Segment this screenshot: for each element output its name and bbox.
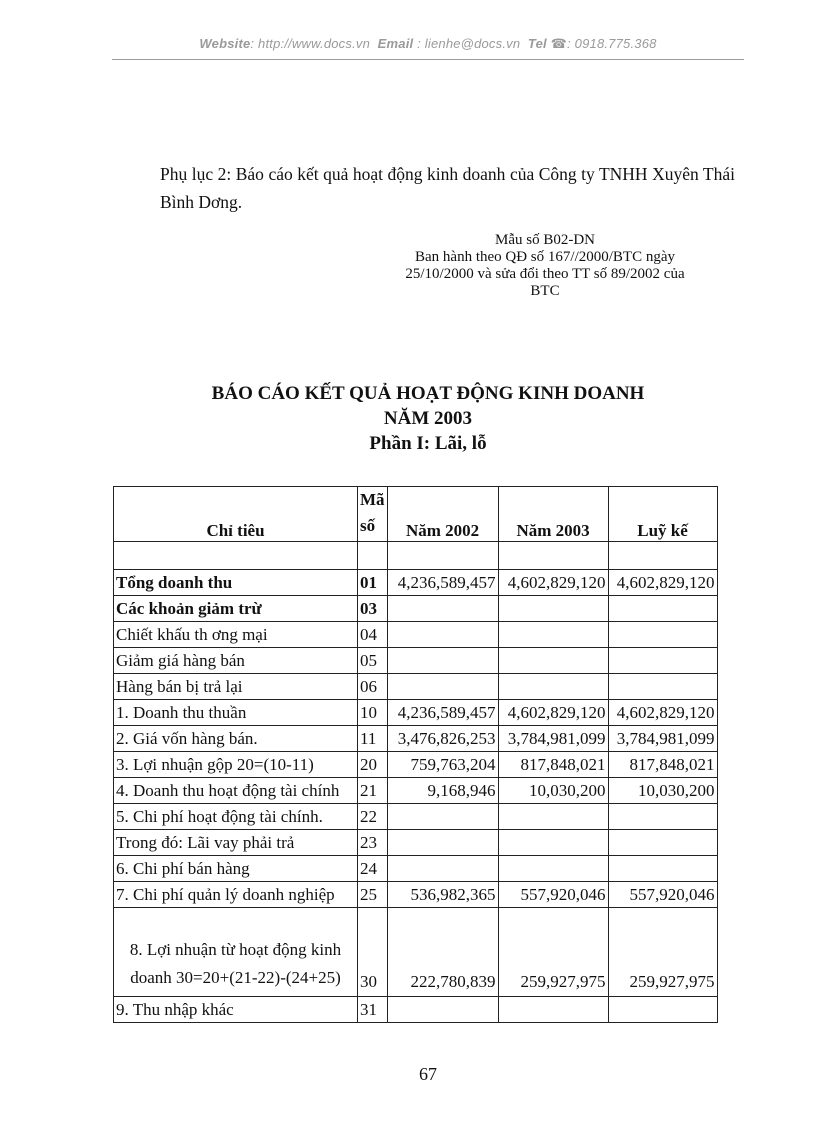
row-value-2003 <box>498 830 608 856</box>
row-label: 7. Chi phí quản lý doanh nghiệp <box>114 882 358 908</box>
income-statement-table <box>113 486 718 1023</box>
header-2002: Năm 2002 <box>387 487 498 542</box>
row-code: 30 <box>358 908 388 997</box>
report-title-line-3: Phần I: Lãi, lỗ <box>369 433 487 454</box>
row-value-cumulative: 10,030,200 <box>608 778 717 804</box>
row-value-2003: 259,927,975 <box>498 908 608 997</box>
table-row <box>114 908 718 997</box>
row-value-cumulative <box>608 674 717 700</box>
header-code <box>358 487 388 542</box>
website-label: Website <box>199 36 251 51</box>
header-code-line-1: Mã <box>360 490 385 509</box>
row-label: 1. Doanh thu thuần <box>114 700 358 726</box>
table-row <box>114 856 718 882</box>
header-2003: Năm 2003 <box>498 487 608 542</box>
row-value-cumulative <box>608 997 717 1023</box>
row-label: Hàng bán bị trả lại <box>114 674 358 700</box>
blank-cell <box>498 542 608 570</box>
row-label: 3. Lợi nhuận gộp 20=(10-11) <box>114 752 358 778</box>
phone-icon: ☎ <box>550 36 568 51</box>
row-value-2002: 4,236,589,457 <box>387 570 498 596</box>
row-value-cumulative: 4,602,829,120 <box>608 570 717 596</box>
row-value-2002: 3,476,826,253 <box>387 726 498 752</box>
blank-cell <box>608 542 717 570</box>
row-value-2002 <box>387 674 498 700</box>
row-label: Chiết khấu th ơng mại <box>114 622 358 648</box>
row-code: 06 <box>358 674 388 700</box>
row-code: 20 <box>358 752 388 778</box>
row-label: 6. Chi phí bán hàng <box>114 856 358 882</box>
header-divider <box>112 59 744 60</box>
row-value-2002: 222,780,839 <box>387 908 498 997</box>
form-reference <box>375 232 715 300</box>
blank-cell <box>358 542 388 570</box>
form-line-4: BTC <box>530 283 560 299</box>
row-label: 9. Thu nhập khác <box>114 997 358 1023</box>
blank-cell <box>387 542 498 570</box>
report-title <box>112 381 744 456</box>
row-value-2002 <box>387 830 498 856</box>
report-title-line-1: BÁO CÁO KẾT QUẢ HOẠT ĐỘNG KINH DOANH <box>211 383 645 404</box>
row-code: 22 <box>358 804 388 830</box>
row-code: 04 <box>358 622 388 648</box>
email-value: : lienhe@docs.vn <box>417 36 521 51</box>
row-value-2003 <box>498 997 608 1023</box>
row-value-cumulative: 4,602,829,120 <box>608 700 717 726</box>
table-row <box>114 570 718 596</box>
row-value-2003 <box>498 622 608 648</box>
row-value-cumulative <box>608 648 717 674</box>
row-value-2002: 9,168,946 <box>387 778 498 804</box>
website-value: : http://www.docs.vn <box>250 36 371 51</box>
header-cumulative: Luỹ kế <box>608 487 717 542</box>
row-value-2003: 557,920,046 <box>498 882 608 908</box>
row-value-2003 <box>498 856 608 882</box>
row-value-2002 <box>387 648 498 674</box>
page-header <box>112 36 744 60</box>
form-line-1: Mẫu số B02-DN <box>495 232 595 248</box>
row-label: 2. Giá vốn hàng bán. <box>114 726 358 752</box>
row-code: 11 <box>358 726 388 752</box>
row-value-2003 <box>498 804 608 830</box>
row-value-2002 <box>387 622 498 648</box>
row-value-cumulative: 557,920,046 <box>608 882 717 908</box>
table-row <box>114 622 718 648</box>
row-label: 5. Chi phí hoạt động tài chính. <box>114 804 358 830</box>
row-code: 31 <box>358 997 388 1023</box>
table-row <box>114 596 718 622</box>
page-number: 67 <box>419 1064 437 1084</box>
row-value-cumulative: 817,848,021 <box>608 752 717 778</box>
row-value-cumulative <box>608 830 717 856</box>
row-value-cumulative <box>608 622 717 648</box>
table-row <box>114 804 718 830</box>
row-code: 21 <box>358 778 388 804</box>
email-label: Email <box>377 36 414 51</box>
table-row <box>114 674 718 700</box>
table-row <box>114 700 718 726</box>
row-code: 25 <box>358 882 388 908</box>
row-value-cumulative: 259,927,975 <box>608 908 717 997</box>
row-label: 8. Lợi nhuận từ hoạt động kinh doanh 30=20+(21-22)-(24+25) <box>114 908 358 997</box>
row-value-2003: 817,848,021 <box>498 752 608 778</box>
blank-cell <box>114 542 358 570</box>
row-label: Tổng doanh thu <box>114 570 358 596</box>
row-value-cumulative <box>608 804 717 830</box>
row-value-2003: 3,784,981,099 <box>498 726 608 752</box>
row-code: 03 <box>358 596 388 622</box>
row-value-2003: 4,602,829,120 <box>498 700 608 726</box>
row-value-2002: 759,763,204 <box>387 752 498 778</box>
row-label: Giảm giá hàng bán <box>114 648 358 674</box>
form-line-2: Ban hành theo QĐ số 167//2000/BTC ngày <box>415 249 675 265</box>
row-value-cumulative: 3,784,981,099 <box>608 726 717 752</box>
intro-paragraph: Phụ lục 2: Báo cáo kết quả hoạt động kinh doanh của Công ty TNHH Xuyên Thái Bình Dơng. <box>160 164 735 212</box>
tel-value: : 0918.775.368 <box>567 36 657 51</box>
row-value-2002: 536,982,365 <box>387 882 498 908</box>
row-code: 23 <box>358 830 388 856</box>
row-code: 24 <box>358 856 388 882</box>
table-row <box>114 752 718 778</box>
row-value-2003: 4,602,829,120 <box>498 570 608 596</box>
table-row-blank <box>114 542 718 570</box>
row-label: Trong đó: Lãi vay phải trả <box>114 830 358 856</box>
row-value-cumulative <box>608 856 717 882</box>
row-label: Các khoản giảm trừ <box>114 596 358 622</box>
row-value-2003 <box>498 648 608 674</box>
table-row <box>114 778 718 804</box>
table-row <box>114 726 718 752</box>
row-code: 10 <box>358 700 388 726</box>
header-code-line-2: số <box>360 516 376 535</box>
table-row <box>114 830 718 856</box>
row-value-2002: 4,236,589,457 <box>387 700 498 726</box>
row-code: 05 <box>358 648 388 674</box>
row-value-cumulative <box>608 596 717 622</box>
row-value-2002 <box>387 997 498 1023</box>
table-row <box>114 882 718 908</box>
row-value-2003 <box>498 596 608 622</box>
table-header-row <box>114 487 718 542</box>
row-value-2002 <box>387 804 498 830</box>
row-value-2002 <box>387 596 498 622</box>
row-value-2002 <box>387 856 498 882</box>
row-value-2003 <box>498 674 608 700</box>
table-row <box>114 648 718 674</box>
row-value-2003: 10,030,200 <box>498 778 608 804</box>
row-code: 01 <box>358 570 388 596</box>
header-label: Chỉ tiêu <box>114 487 358 542</box>
form-line-3: 25/10/2000 và sửa đổi theo TT số 89/2002 của <box>405 266 685 282</box>
report-title-line-2: NĂM 2003 <box>383 408 473 429</box>
table-row <box>114 997 718 1023</box>
row-label: 4. Doanh thu hoạt động tài chính <box>114 778 358 804</box>
tel-label: Tel <box>527 36 547 51</box>
